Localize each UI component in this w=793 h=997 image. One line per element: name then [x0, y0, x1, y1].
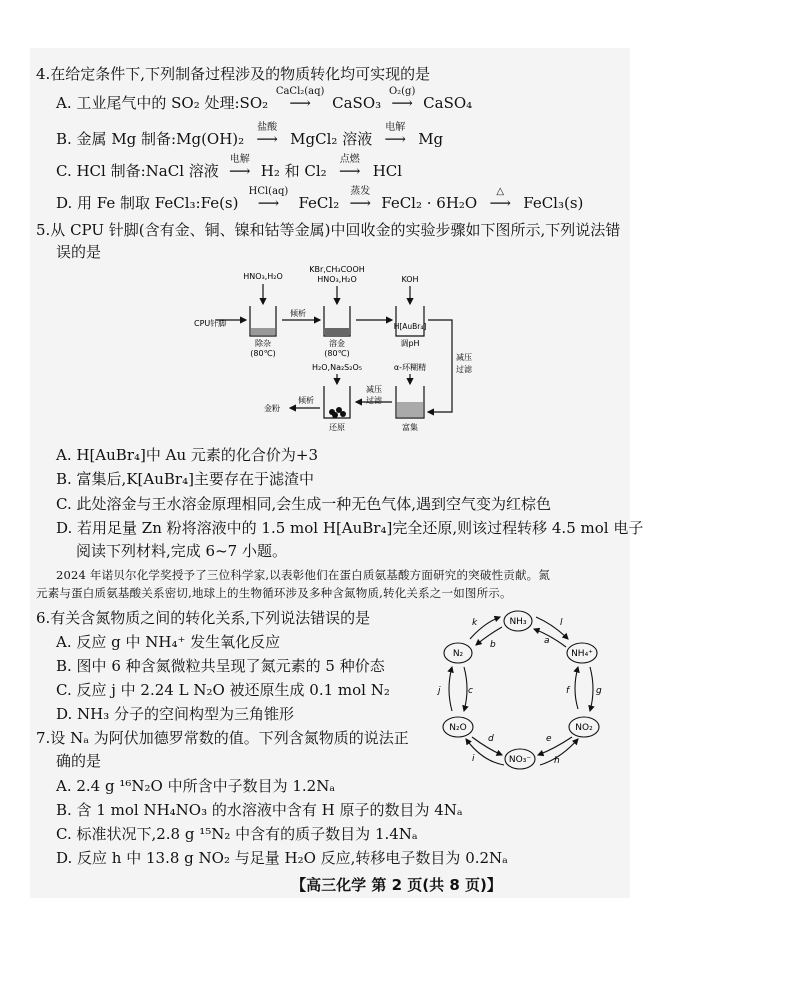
decant-2-label: 倾析: [298, 396, 314, 405]
reagent-2-label-line1: KBr,CH₃COOH: [309, 265, 365, 274]
q7-option-c: C. 标准状况下,2.8 g ¹⁵N₂ 中含有的质子数目为 1.4Nₐ: [56, 825, 418, 843]
q4-option-a: A. 工业尾气中的 SO₂ 处理:SO₂ CaCl₂(aq) ⟶ CaSO₃ O₂(g) ⟶ CaSO₄: [56, 86, 473, 112]
q7-stem-line1: 7.设 Nₐ 为阿伏加德罗常数的值。下列含氮物质的说法正: [36, 729, 409, 747]
node-no3: NO₃⁻: [508, 755, 532, 765]
decant-1-label: 倾析: [290, 309, 306, 318]
step-adjust-ph-label: 调pH: [400, 339, 420, 348]
temp-1-label: (80℃): [250, 349, 276, 358]
filter-2-label-line2: 过滤: [366, 396, 382, 405]
reaction-l-label: l: [560, 618, 563, 628]
filter-1-label-line1: 减压: [456, 353, 472, 362]
reagent-2-label-line2: HNO₃,H₂O: [317, 275, 357, 284]
q4-option-b: B. 金属 Mg 制备:Mg(OH)₂ 盐酸 ⟶ MgCl₂ 溶液 电解 ⟶ Mg: [56, 122, 444, 148]
q4-option-d: D. 用 Fe 制取 FeCl₃:Fe(s) HCl(aq) ⟶ FeCl₂ 蒸发 ⟶ FeCl₂ · 6H₂O △ ⟶ FeCl₃(s): [56, 186, 584, 212]
q5-option-d: D. 若用足量 Zn 粉将溶液中的 1.5 mol H[AuBr₄]完全还原,则该过程转移 4.5 mol 电子: [56, 519, 644, 537]
reaction-b-label: b: [490, 640, 496, 650]
reaction-c-label: c: [468, 686, 473, 696]
step-dissolve-gold-label: 溶金: [329, 339, 345, 348]
step-reduce-label: 还原: [329, 423, 345, 432]
step-remove-impurity-label: 除杂: [255, 339, 271, 348]
reaction-e-label: e: [546, 734, 552, 744]
node-no2: NO₂: [575, 723, 593, 733]
node-n2o: N₂O: [449, 723, 467, 733]
reagent-3-label: KOH: [401, 275, 419, 284]
start-material-label: CPU针脚: [194, 319, 227, 328]
gold-recovery-flow-diagram: [190, 262, 480, 442]
reaction-j-label: j: [438, 686, 441, 696]
q5-option-a: A. H[AuBr₄]中 Au 元素的化合价为+3: [56, 446, 318, 464]
reaction-k-label: k: [472, 618, 478, 628]
nitrogen-cycle-diagram: [436, 605, 616, 775]
node-n2: N₂: [452, 649, 464, 659]
gold-powder-label: 金粉: [264, 404, 280, 413]
page-footer: 【高三化学 第 2 页(共 8 页)】: [291, 876, 502, 894]
q6-option-a: A. 反应 g 中 NH₄⁺ 发生氧化反应: [56, 633, 281, 651]
q7-option-b: B. 含 1 mol NH₄NO₃ 的水溶液中含有 H 原子的数目为 4Nₐ: [56, 801, 463, 819]
temp-2-label: (80℃): [324, 349, 350, 358]
q4-option-c: C. HCl 制备:NaCl 溶液 电解 ⟶ H₂ 和 Cl₂ 点燃 ⟶ HCl: [56, 154, 403, 180]
q6-option-b: B. 图中 6 种含氮微粒共呈现了氮元素的 5 种价态: [56, 657, 385, 675]
reading-intro: 阅读下列材料,完成 6~7 小题。: [76, 542, 287, 560]
beaker-3-content-label: H[AuBr₄]: [393, 322, 427, 331]
q5-stem-line1: 5.从 CPU 针脚(含有金、铜、镍和钴等金属)中回收金的实验步骤如下图所示,下列说法错: [36, 221, 621, 239]
reaction-h-label: h: [554, 756, 560, 766]
reading-paragraph-line1: 2024 年诺贝尔化学奖授予了三位科学家,以表彰他们在蛋白质氨基酸方面研究的突破性贡献。氮: [56, 568, 551, 582]
q5-option-b: B. 富集后,K[AuBr₄]主要存在于滤渣中: [56, 470, 314, 488]
reagent-1-label: HNO₃,H₂O: [243, 272, 283, 281]
filter-1-label-line2: 过滤: [456, 365, 472, 374]
reaction-i-label: i: [472, 754, 475, 764]
reagent-4-label: H₂O,Na₂S₂O₅: [312, 363, 362, 372]
q7-stem-line2: 确的是: [56, 752, 102, 770]
node-nh3: NH₃: [509, 617, 527, 627]
filter-2-label-line1: 减压: [366, 385, 382, 394]
step-enrich-label: 富集: [402, 423, 418, 432]
reaction-a-label: a: [544, 636, 550, 646]
q5-stem-line2: 误的是: [56, 243, 102, 261]
q6-option-c: C. 反应 j 中 2.24 L N₂O 被还原生成 0.1 mol N₂: [56, 681, 390, 699]
reagent-5-label: α-环糊精: [393, 363, 427, 372]
q4-stem: 4.在给定条件下,下列制备过程涉及的物质转化均可实现的是: [36, 65, 431, 83]
reaction-g-label: g: [596, 686, 602, 696]
q6-stem: 6.有关含氮物质之间的转化关系,下列说法错误的是: [36, 609, 371, 627]
reaction-d-label: d: [488, 734, 494, 744]
reading-paragraph-line2: 元素与蛋白质氨基酸关系密切,地球上的生物循环涉及多种含氮物质,转化关系之一如图所示。: [36, 586, 512, 600]
q7-option-d: D. 反应 h 中 13.8 g NO₂ 与足量 H₂O 反应,转移电子数目为 0.2Nₐ: [56, 849, 508, 867]
q6-option-d: D. NH₃ 分子的空间构型为三角锥形: [56, 705, 295, 723]
node-nh4: NH₄⁺: [571, 649, 593, 659]
q7-option-a: A. 2.4 g ¹⁶N₂O 中所含中子数目为 1.2Nₐ: [56, 777, 336, 795]
reaction-f-label: f: [566, 686, 570, 696]
q5-option-c: C. 此处溶金与王水溶金原理相同,会生成一种无色气体,遇到空气变为红棕色: [56, 495, 552, 513]
